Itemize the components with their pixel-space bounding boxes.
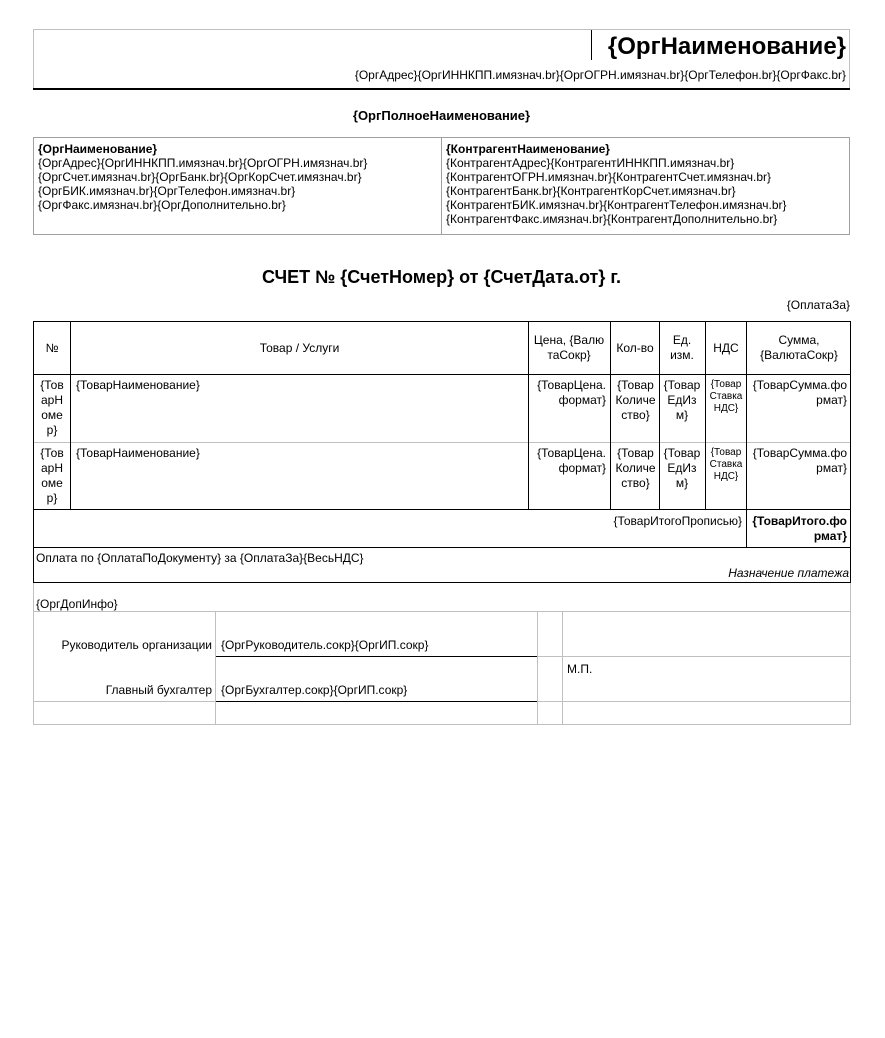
item-sum: {ТоварСумма.формат} [752, 446, 847, 475]
item-vat: {ТоварСтавкаНДС} [709, 379, 743, 414]
item-unit: {ТоварЕдИзм} [663, 446, 701, 490]
col-header-unit: Ед. изм. [670, 333, 694, 362]
buyer-block [446, 142, 787, 226]
col-header-vat: НДС [713, 341, 739, 355]
item-qty: {ТоварКоличество} [615, 378, 656, 422]
item-name: {ТоварНаименование} [76, 446, 200, 460]
buyer-line: {КонтрагентБИК.имязнач.br}{КонтрагентТелефон.имязнач.br} [446, 198, 787, 212]
item-vat: {ТоварСтавкаНДС} [709, 447, 743, 482]
col-header-goods: Товар / Услуги [259, 341, 340, 355]
org-name: {ОргНаименование} [607, 33, 846, 60]
item-num: {ТоварНомер} [40, 446, 64, 505]
total-amount: {ТоварИтого.формат} [752, 514, 847, 543]
buyer-name: {КонтрагентНаименование} [446, 142, 610, 156]
item-sum: {ТоварСумма.формат} [752, 378, 847, 407]
item-num: {ТоварНомер} [40, 378, 64, 437]
item-qty: {ТоварКоличество} [615, 446, 656, 490]
seller-line: {ОргАдрес}{ОргИННКПП.имязнач.br}{ОргОГРН.имязнач.br} [38, 156, 368, 170]
payment-purpose-label: Назначение платежа [728, 566, 849, 580]
buyer-line: {КонтрагентФакс.имязнач.br}{КонтрагентДополнительно.br} [446, 212, 778, 226]
accountant-label: Главный бухгалтер [105, 683, 212, 697]
header-divider [33, 88, 850, 90]
buyer-line: {КонтрагентАдрес}{КонтрагентИННКПП.имязнач.br} [446, 156, 735, 170]
accountant-name: {ОргБухгалтер.сокр}{ОргИП.сокр} [221, 683, 408, 697]
invoice-title: СЧЕТ № {СчетНомер} от {СчетДата.от} г. [261, 267, 622, 287]
seller-line: {ОргСчет.имязнач.br}{ОргБанк.br}{ОргКорСчет.имязнач.br} [38, 170, 362, 184]
org-full-name: {ОргПолноеНаименование} [352, 108, 531, 123]
col-header-price: Цена, {ВалютаСокр} [533, 333, 605, 362]
total-in-words: {ТоварИтогоПрописью} [613, 514, 742, 528]
seller-line: {ОргБИК.имязнач.br}{ОргТелефон.имязнач.br} [38, 184, 296, 198]
director-name: {ОргРуководитель.сокр}{ОргИП.сокр} [221, 638, 429, 652]
seller-line: {ОргФакс.имязнач.br}{ОргДополнительно.br} [38, 198, 286, 212]
buyer-line: {КонтрагентБанк.br}{КонтрагентКорСчет.имязнач.br} [446, 184, 736, 198]
payment-for: {ОплатаЗа} [786, 298, 850, 312]
payment-text: Оплата по {ОплатаПоДокументу} за {ОплатаЗа}{ВесьНДС} [36, 551, 364, 565]
org-contacts: {ОргАдрес}{ОргИННКПП.имязнач.br}{ОргОГРН.имязнач.br}{ОргТелефон.br}{ОргФакс.br} [354, 68, 846, 82]
seller-name: {ОргНаименование} [38, 142, 158, 156]
seller-block [38, 142, 367, 212]
stamp-label: М.П. [567, 662, 593, 676]
item-name: {ТоварНаименование} [76, 378, 200, 392]
item-price: {ТоварЦена.формат} [537, 446, 606, 475]
director-label: Руководитель организации [61, 638, 212, 652]
col-header-num: № [45, 341, 59, 355]
col-header-sum: Сумма, {ВалютаСокр} [760, 333, 838, 362]
item-price: {ТоварЦена.формат} [537, 378, 606, 407]
col-header-qty: Кол-во [616, 341, 654, 355]
org-extra-info: {ОргДопИнфо} [36, 597, 118, 611]
item-unit: {ТоварЕдИзм} [663, 378, 701, 422]
buyer-line: {КонтрагентОГРН.имязнач.br}{КонтрагентСчет.имязнач.br} [446, 170, 772, 184]
